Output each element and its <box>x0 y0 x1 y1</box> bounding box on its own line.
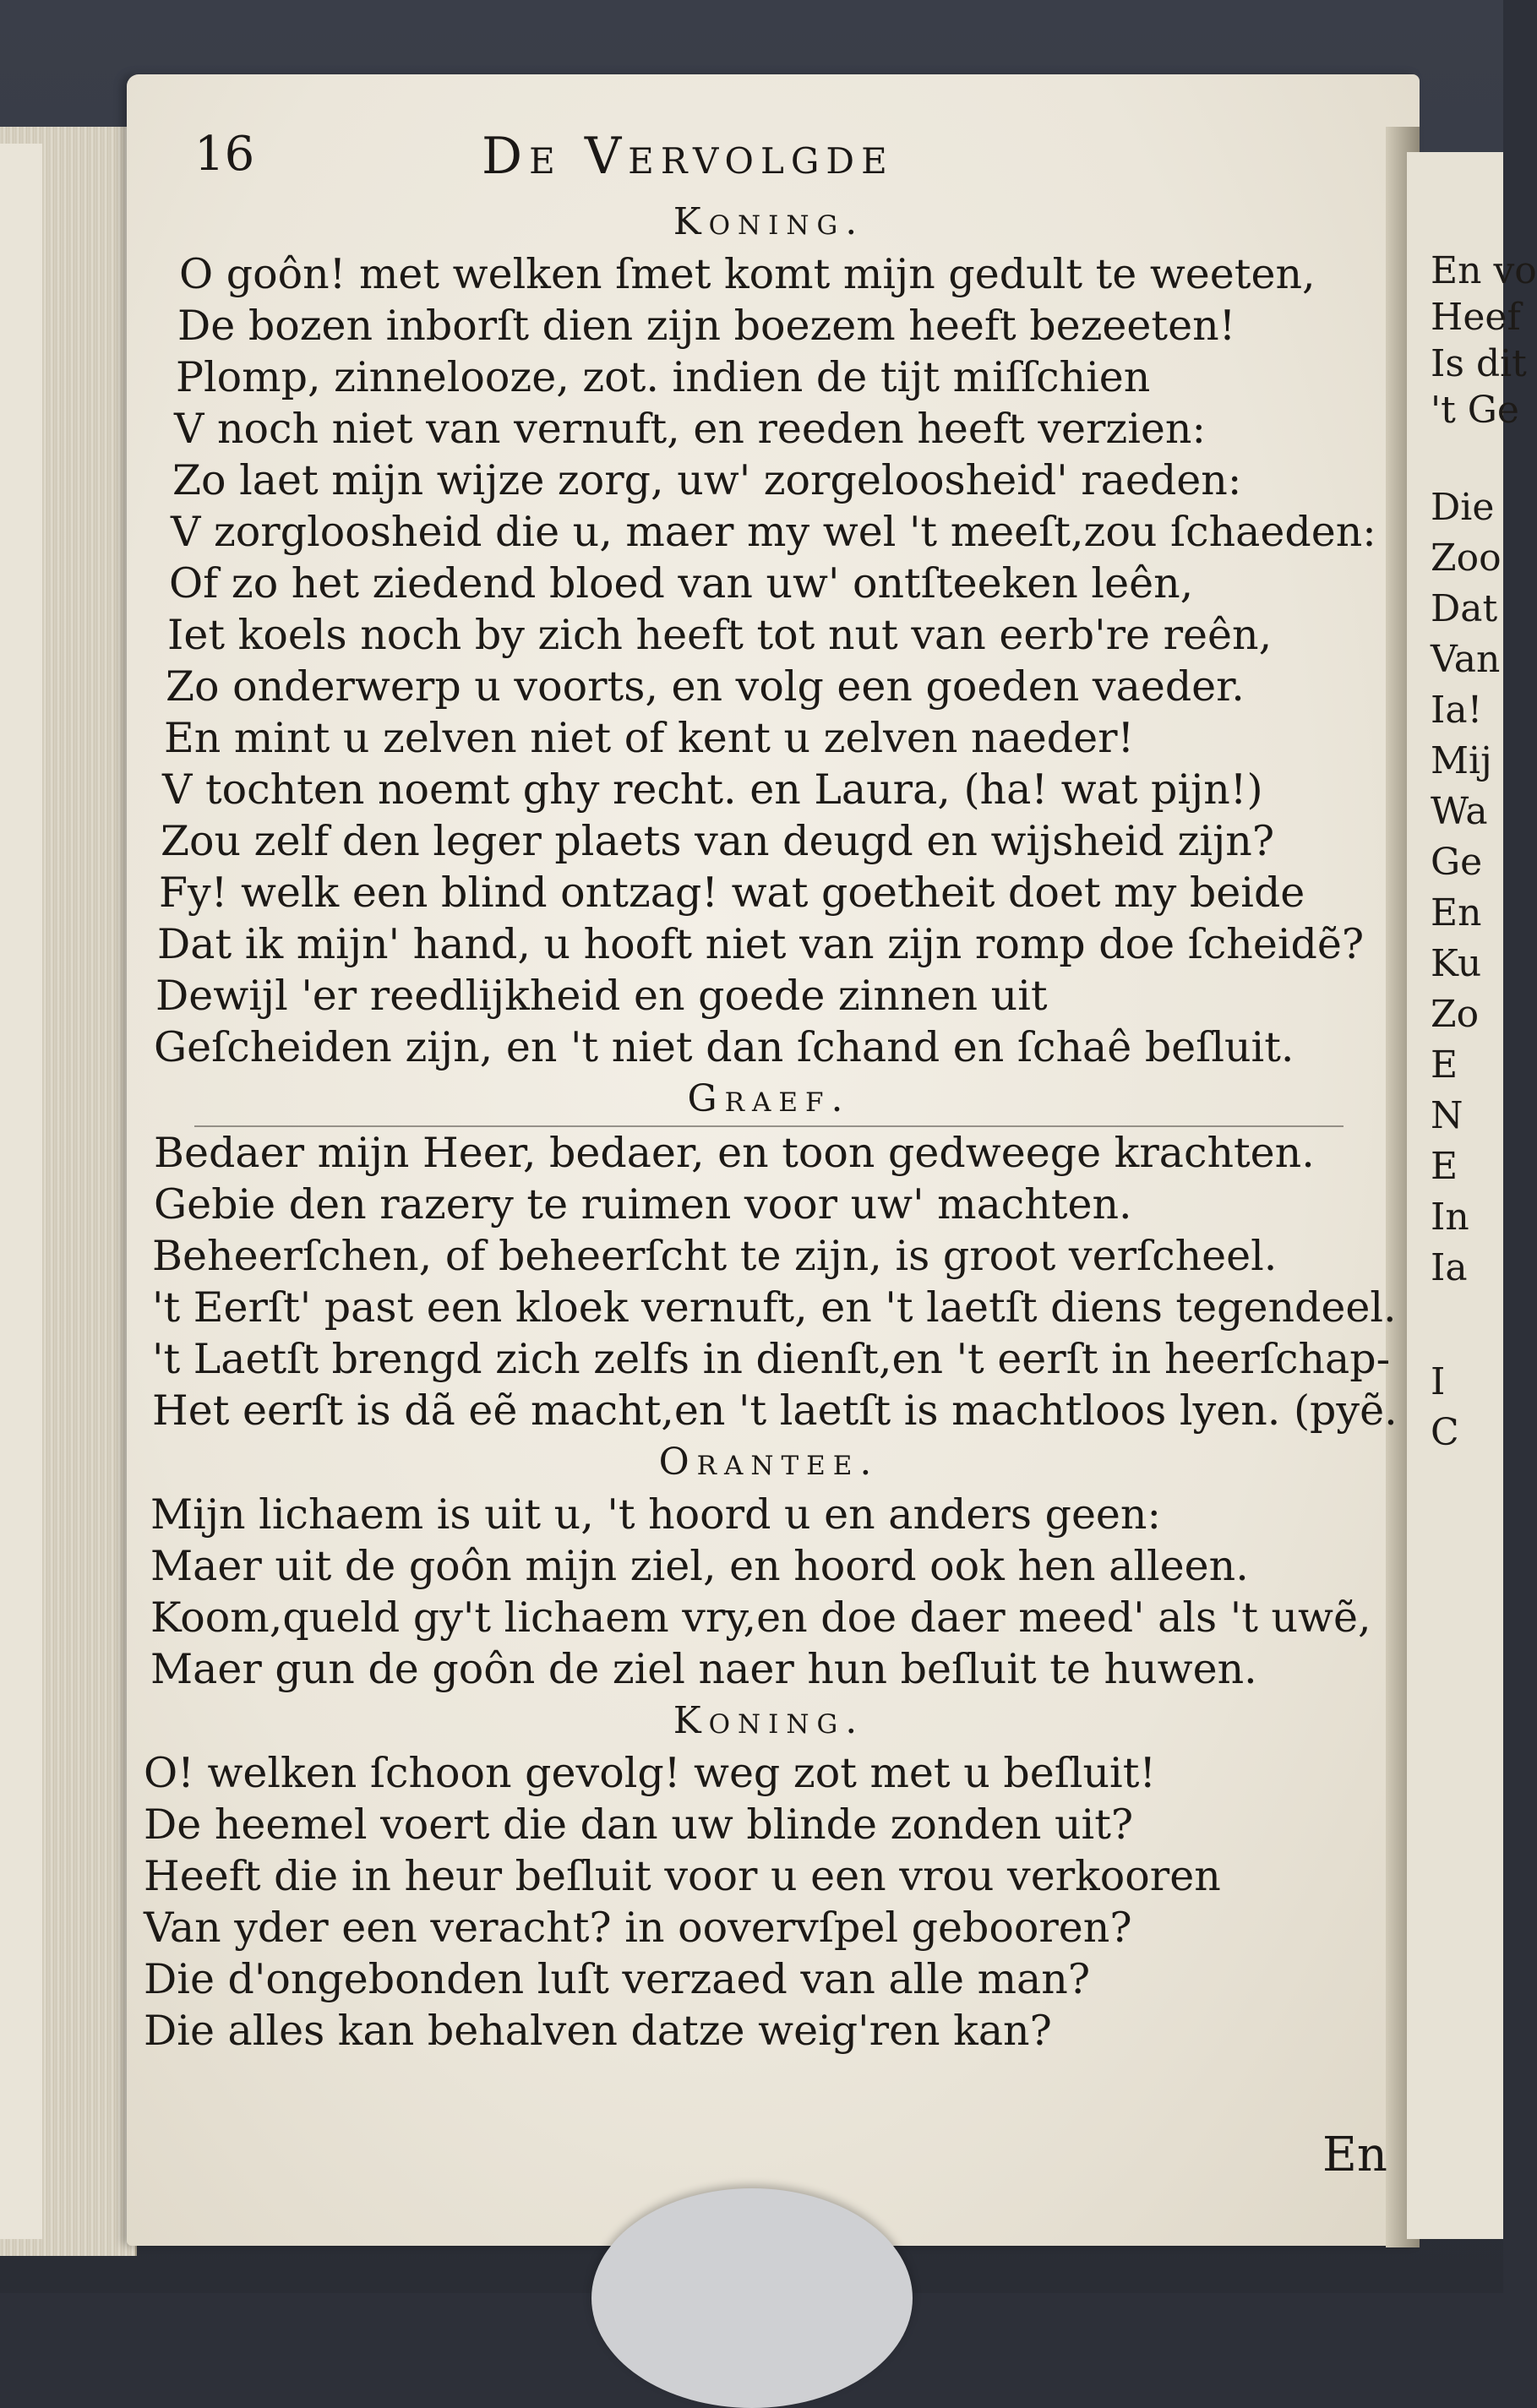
verse-line: Zo onderwerp u voorts, en volg een goeden vaeder. <box>166 662 1245 711</box>
verse-line: Of zo het ziedend bloed van uw' ontſteeken leên, <box>169 559 1194 607</box>
facing-line: Ia! <box>1431 689 1483 732</box>
facing-line: Die <box>1431 486 1495 529</box>
facing-line: Heef <box>1431 296 1521 339</box>
facing-line: N <box>1431 1094 1463 1137</box>
facing-line: E <box>1431 1043 1458 1087</box>
verse-line: Heeft die in heur beſluit voor u een vrou verkooren <box>144 1852 1221 1900</box>
facing-line: Dat <box>1431 587 1498 630</box>
facing-line: En vo <box>1431 249 1537 292</box>
speaker-heading: Graef. <box>687 1077 851 1120</box>
facing-page-fragment <box>1407 152 1537 2239</box>
facing-line: Ge <box>1431 841 1483 884</box>
facing-line: C <box>1431 1411 1459 1454</box>
running-title: De Vervolgde <box>482 127 894 186</box>
verse-line: Iet koels noch by zich heeft tot nut van eerb're reên, <box>167 611 1273 659</box>
verse-line: O goôn! met welken ſmet komt mijn gedult te weeten, <box>179 250 1316 298</box>
verse-line: Die d'ongebonden luſt verzaed van alle man? <box>144 1955 1091 2003</box>
facing-line: En <box>1431 891 1482 934</box>
facing-line: Is dit <box>1431 342 1527 385</box>
catchword: En <box>1322 2127 1387 2182</box>
facing-line: Zo <box>1431 993 1480 1036</box>
verse-line: Beheerſchen, of beheerſcht te zijn, is groot verſcheel. <box>152 1232 1278 1280</box>
verse-line: Die alles kan behalven datze weig'ren kan? <box>144 2007 1052 2055</box>
verse-line: Fy! welk een blind ontzag! wat goetheit doet my beide <box>159 869 1305 917</box>
verse-line: Geſcheiden zijn, en 't niet dan ſchand en ſchaê beſluit. <box>154 1023 1294 1071</box>
verse-line: Dat ik mijn' hand, u hooft niet van zijn romp doe ſcheidẽ? <box>157 920 1365 968</box>
verse-line: Gebie den razery te ruimen voor uw' machten. <box>154 1180 1132 1229</box>
verse-line: 't Eerſt' past een kloek vernuft, en 't laetſt diens tegendeel. <box>152 1283 1397 1332</box>
page-header <box>194 127 1344 194</box>
facing-line: 't Ge <box>1431 389 1519 432</box>
verse-line: Mijn lichaem is uit u, 't hoord u en anders geen: <box>150 1490 1162 1539</box>
verse-line: Maer gun de goôn de ziel naer hun beſluit te huwen. <box>150 1645 1257 1693</box>
facing-line: Wa <box>1431 790 1488 833</box>
page-number: 16 <box>194 127 255 182</box>
verse-line: V tochten noemt ghy recht. en Laura, (ha! wat pijn!) <box>162 765 1263 814</box>
facing-line: Ku <box>1431 942 1482 985</box>
play-text <box>144 196 1398 2057</box>
verse-line: Plomp, zinnelooze, zot. indien de tijt miſſchien <box>176 353 1151 401</box>
verse-line: 't Laetſt brengd zich zelfs in dienſt,en 't eerſt in heerſchap- <box>152 1335 1391 1383</box>
facing-line: I <box>1431 1360 1446 1403</box>
verse-line: Koom,queld gy't lichaem vry,en doe daer meed' als 't uwẽ, <box>150 1594 1371 1642</box>
verse-line: Van yder een veracht? in oovervſpel gebooren? <box>144 1904 1132 1952</box>
section-divider <box>194 1125 1344 1127</box>
thumb-fingertip <box>591 2188 913 2408</box>
verse-line: De heemel voert die dan uw blinde zonden uit? <box>144 1801 1134 1849</box>
verse-line: Maer uit de goôn mijn ziel, en hoord ook hen alleen. <box>150 1542 1249 1590</box>
verse-line: Zo laet mijn wijze zorg, uw' zorgeloosheid' raeden: <box>172 456 1242 504</box>
facing-line: Mij <box>1431 739 1492 782</box>
verse-line: En mint u zelven niet of kent u zelven naeder! <box>164 714 1135 762</box>
speaker-heading: Koning. <box>673 1699 865 1742</box>
verse-line: Dewijl 'er reedlijkheid en goede zinnen uit <box>155 972 1048 1020</box>
facing-line: Ia <box>1431 1246 1468 1289</box>
verse-line: De bozen inborſt dien zijn boezem heeft bezeeten! <box>177 302 1236 350</box>
verse-line: V noch niet van vernuft, en reeden heeft verzien: <box>174 405 1206 453</box>
facing-line: E <box>1431 1145 1458 1188</box>
facing-line: Zoo <box>1431 537 1502 580</box>
verse-line: V zorgloosheid die u, maer my wel 't meeſt,zou ſchaeden: <box>171 508 1376 556</box>
verse-line: O! welken ſchoon gevolg! weg zot met u beſluit! <box>144 1749 1157 1797</box>
verse-line: Zou zelf den leger plaets van deugd en wijsheid zijn? <box>161 817 1275 865</box>
verse-line: Het eerſt is dã eẽ macht,en 't laetſt is machtloos lyen. (pyẽ. <box>152 1387 1398 1435</box>
previous-page-edge <box>0 144 42 2239</box>
speaker-heading: Orantee. <box>658 1441 880 1484</box>
verse-line: Bedaer mijn Heer, bedaer, en toon gedweege krachten. <box>154 1129 1315 1177</box>
facing-line: In <box>1431 1196 1469 1239</box>
speaker-heading: Koning. <box>673 200 865 243</box>
facing-line: Van <box>1431 638 1501 681</box>
